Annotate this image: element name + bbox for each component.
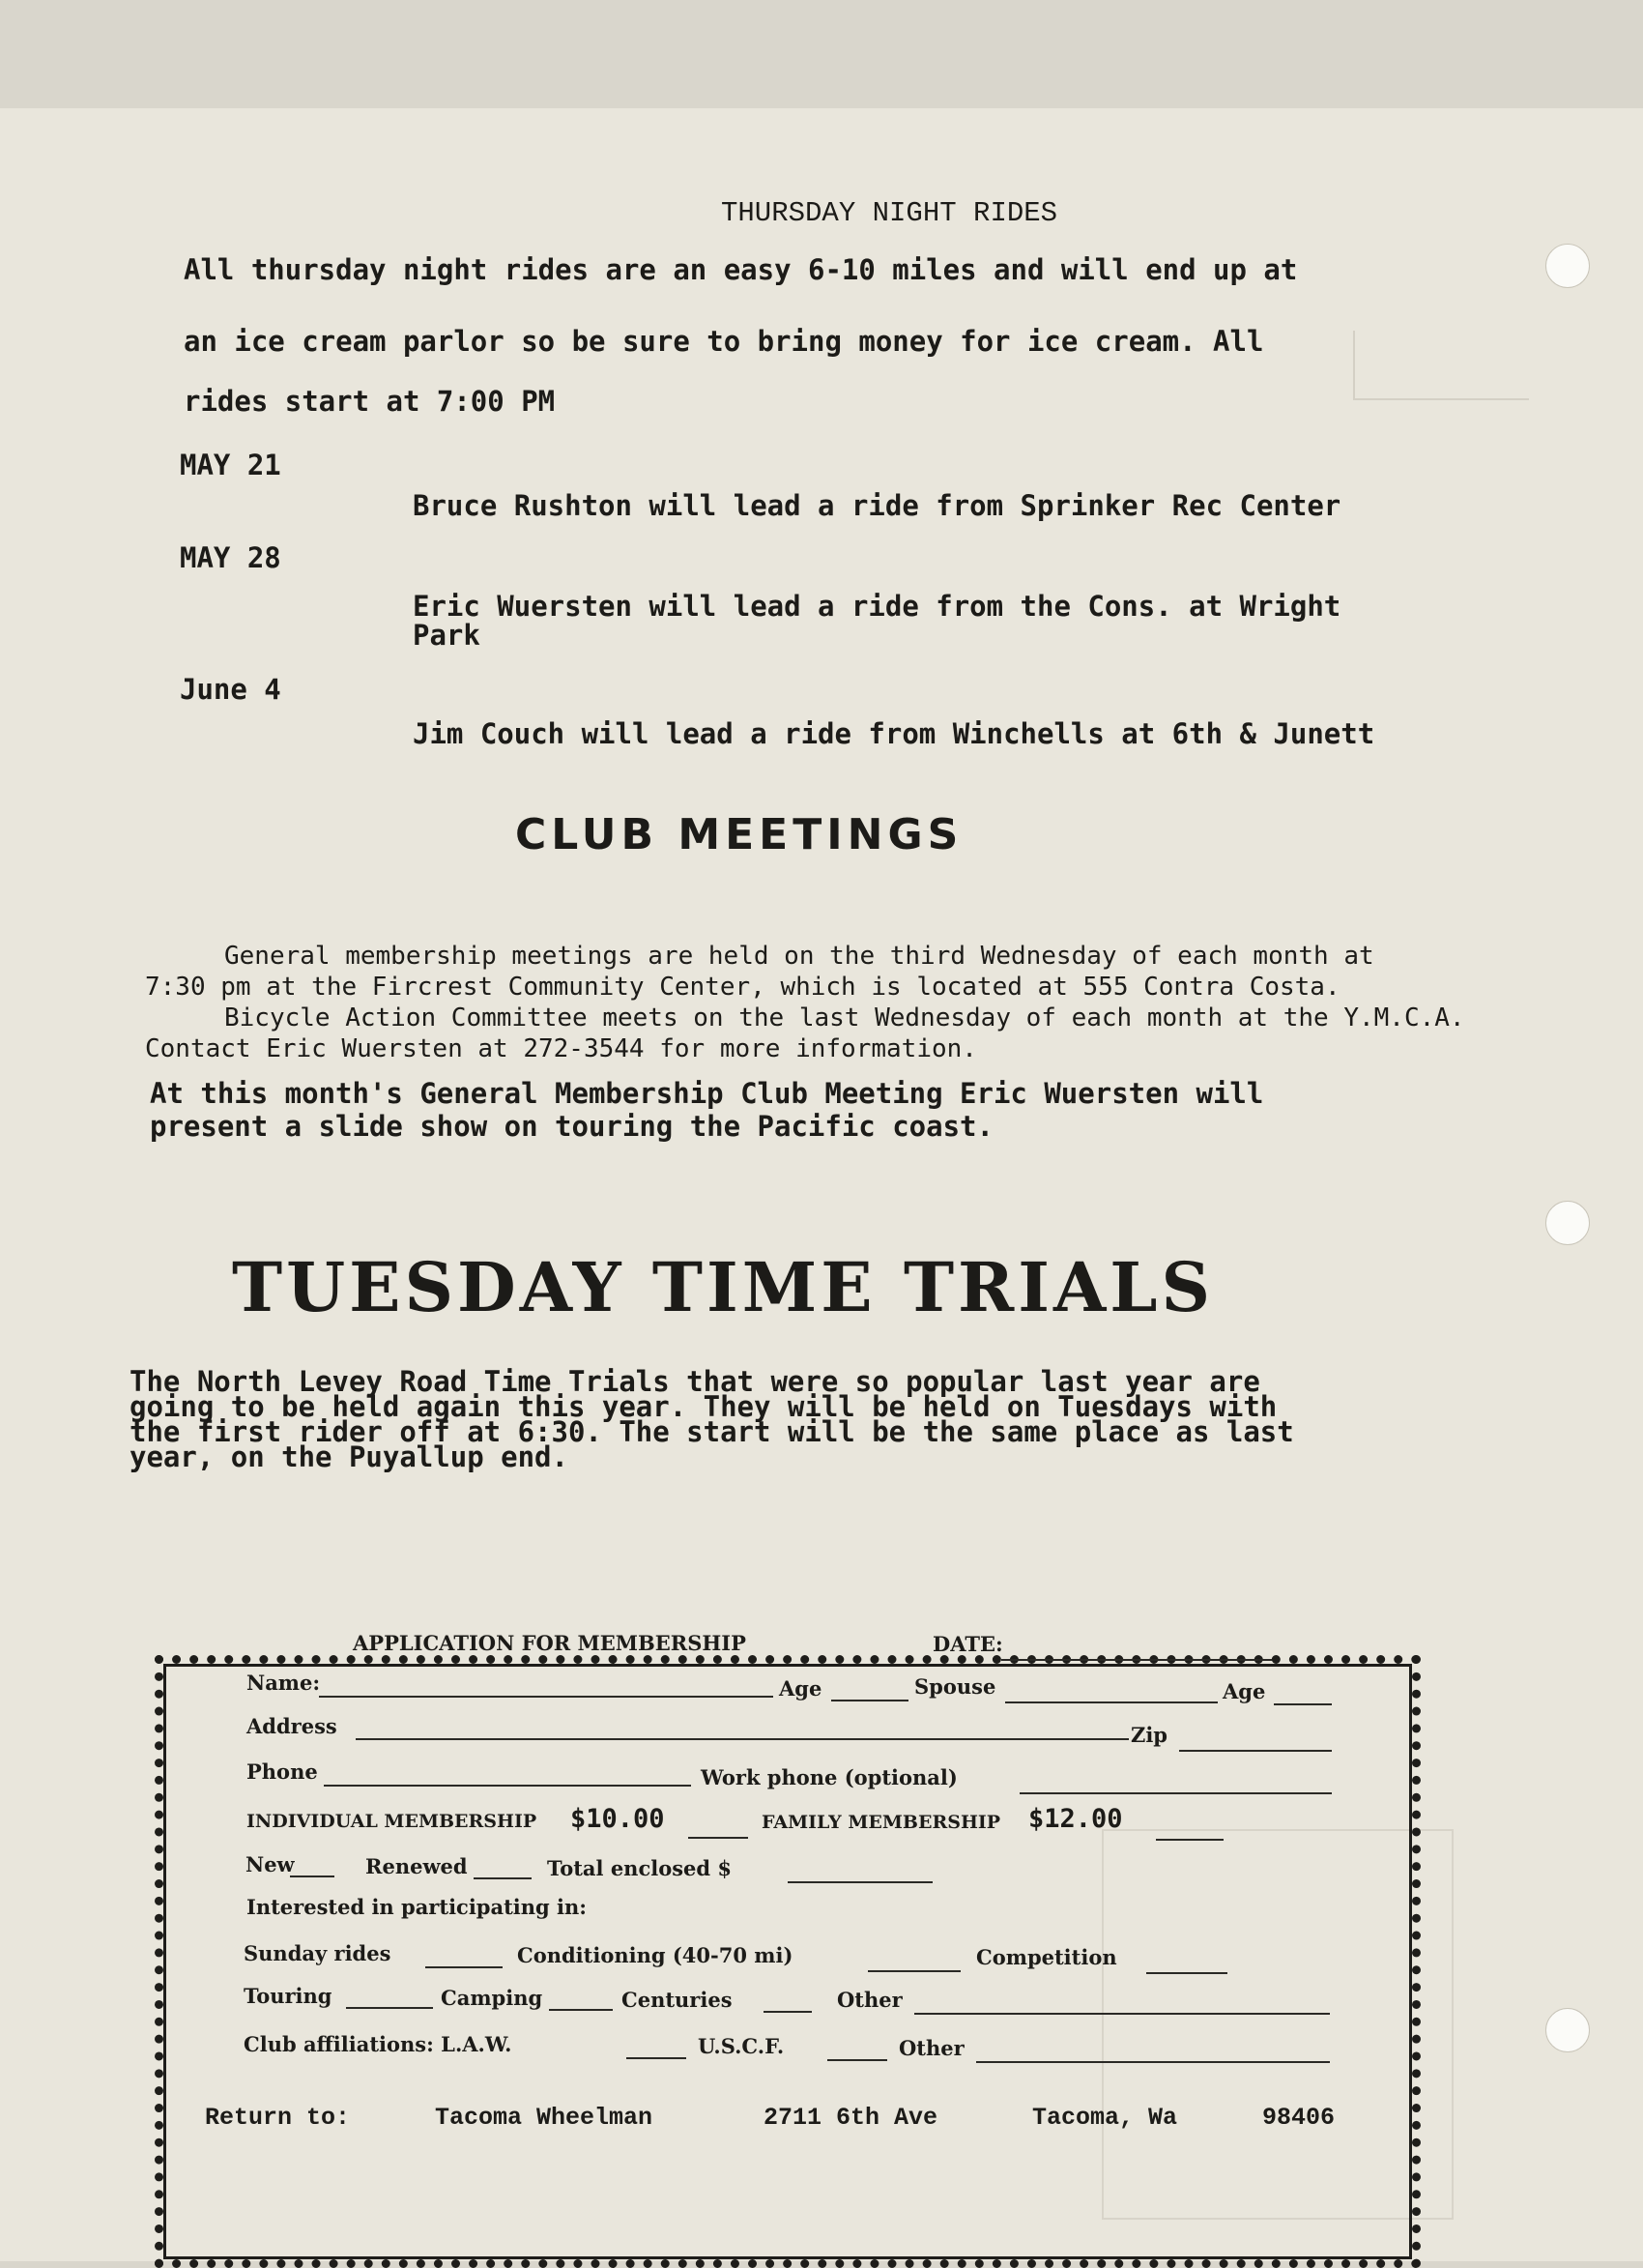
conditioning-label: Conditioning (40-70 mi) xyxy=(517,1943,793,1967)
tuesday-text-line: The North Levey Road Time Trials that were so popular last year are xyxy=(130,1365,1260,1398)
club-text-line: General membership meetings are held on the third Wednesday of each month at xyxy=(224,942,1374,971)
address-field[interactable] xyxy=(356,1738,1129,1740)
date-label: DATE: xyxy=(933,1632,1003,1656)
individual-price: $10.00 xyxy=(570,1804,665,1834)
family-membership-label: FAMILY MEMBERSHIP xyxy=(762,1812,1001,1833)
other-affiliation-field[interactable] xyxy=(976,2061,1330,2063)
camping-field[interactable] xyxy=(549,2009,613,2011)
ride-description-cont: Park xyxy=(413,619,480,652)
club-meetings-title: CLUB MEETINGS xyxy=(515,810,964,859)
thursday-intro-line: an ice cream parlor so be sure to bring money for ice cream. All xyxy=(184,325,1264,358)
club-text-line: Bicycle Action Committee meets on the last Wednesday of each month at the Y.M.C.A. xyxy=(224,1003,1465,1032)
other-affiliation-label: Other xyxy=(899,2036,965,2060)
individual-membership-label: INDIVIDUAL MEMBERSHIP xyxy=(246,1811,537,1832)
age-field[interactable] xyxy=(831,1700,908,1701)
other-activity-field[interactable] xyxy=(914,2013,1330,2015)
work-phone-label: Work phone (optional) xyxy=(701,1765,958,1789)
ride-description: Bruce Rushton will lead a ride from Sprinker Rec Center xyxy=(413,489,1341,522)
bleed-through xyxy=(1353,331,1529,400)
phone-label: Phone xyxy=(246,1759,318,1784)
return-org: Tacoma Wheelman xyxy=(435,2104,653,2132)
conditioning-field[interactable] xyxy=(868,1970,961,1972)
spouse-field[interactable] xyxy=(1005,1701,1218,1703)
tuesday-text-line: the first rider off at 6:30. The start will be the same place as last xyxy=(130,1415,1294,1448)
tuesday-text-line: going to be held again this year. They will be held on Tuesdays with xyxy=(130,1390,1278,1423)
new-label: New xyxy=(245,1852,295,1876)
return-street: 2711 6th Ave xyxy=(764,2104,938,2132)
ride-description: Jim Couch will lead a ride from Winchells at 6th & Junett xyxy=(413,717,1375,750)
tuesday-text-line: year, on the Puyallup end. xyxy=(130,1440,568,1473)
competition-field[interactable] xyxy=(1146,1972,1227,1974)
thursday-title: THURSDAY NIGHT RIDES xyxy=(721,197,1058,229)
sunday-rides-field[interactable] xyxy=(425,1966,503,1968)
club-text-line: At this month's General Membership Club Meeting Eric Wuersten will xyxy=(150,1077,1264,1110)
total-enclosed-field[interactable] xyxy=(788,1881,933,1883)
centuries-field[interactable] xyxy=(764,2011,812,2013)
tuesday-title: TUESDAY TIME TRIALS xyxy=(232,1247,1215,1327)
individual-field[interactable] xyxy=(688,1837,748,1839)
touring-label: Touring xyxy=(244,1984,332,2008)
other-activity-label: Other xyxy=(837,1988,903,2012)
touring-field[interactable] xyxy=(346,2007,433,2009)
uscf-field[interactable] xyxy=(827,2059,887,2061)
family-field[interactable] xyxy=(1156,1839,1224,1841)
name-field[interactable] xyxy=(319,1696,773,1698)
club-text-line: 7:30 pm at the Fircrest Community Center, which is located at 555 Contra Costa. xyxy=(145,973,1340,1002)
punch-hole xyxy=(1545,2008,1590,2052)
work-phone-field[interactable] xyxy=(1020,1792,1332,1794)
phone-field[interactable] xyxy=(324,1785,691,1787)
club-text-line: Contact Eric Wuersten at 272-3544 for more information. xyxy=(145,1034,977,1063)
thursday-intro-line: All thursday night rides are an easy 6-10 miles and will end up at xyxy=(184,253,1298,286)
new-field[interactable] xyxy=(290,1875,334,1877)
sunday-rides-label: Sunday rides xyxy=(244,1941,391,1965)
law-field[interactable] xyxy=(626,2057,686,2059)
interested-label: Interested in participating in: xyxy=(246,1895,588,1919)
ride-date: MAY 28 xyxy=(180,541,281,574)
ride-date: June 4 xyxy=(180,673,281,706)
address-label: Address xyxy=(246,1714,337,1738)
date-field[interactable] xyxy=(1001,1659,1272,1661)
return-to-label: Return to: xyxy=(205,2104,351,2132)
newsletter-page xyxy=(0,108,1643,2261)
spouse-label: Spouse xyxy=(914,1674,996,1699)
punch-hole xyxy=(1545,1201,1590,1245)
ride-date: MAY 21 xyxy=(180,449,281,481)
camping-label: Camping xyxy=(441,1986,543,2010)
ride-description: Eric Wuersten will lead a ride from the Cons. at Wright xyxy=(413,590,1341,623)
club-text-line: present a slide show on touring the Pacific coast. xyxy=(150,1110,994,1143)
name-label: Name: xyxy=(246,1671,321,1695)
total-enclosed-label: Total enclosed $ xyxy=(547,1856,733,1880)
spouse-age-label: Age xyxy=(1223,1679,1266,1703)
club-affiliations-label: Club affiliations: L.A.W. xyxy=(244,2032,512,2056)
form-title: APPLICATION FOR MEMBERSHIP xyxy=(353,1631,746,1655)
uscf-label: U.S.C.F. xyxy=(698,2034,785,2058)
return-city: Tacoma, Wa xyxy=(1032,2104,1178,2132)
punch-hole xyxy=(1545,244,1590,288)
return-zip: 98406 xyxy=(1262,2104,1336,2132)
age-label: Age xyxy=(779,1676,822,1701)
zip-label: Zip xyxy=(1131,1723,1167,1747)
renewed-label: Renewed xyxy=(365,1854,468,1878)
zip-field[interactable] xyxy=(1179,1750,1332,1752)
spouse-age-field[interactable] xyxy=(1274,1703,1332,1705)
renewed-field[interactable] xyxy=(474,1877,532,1879)
family-price: $12.00 xyxy=(1028,1804,1123,1834)
centuries-label: Centuries xyxy=(621,1988,733,2012)
thursday-intro-line: rides start at 7:00 PM xyxy=(184,385,556,418)
competition-label: Competition xyxy=(976,1945,1117,1969)
